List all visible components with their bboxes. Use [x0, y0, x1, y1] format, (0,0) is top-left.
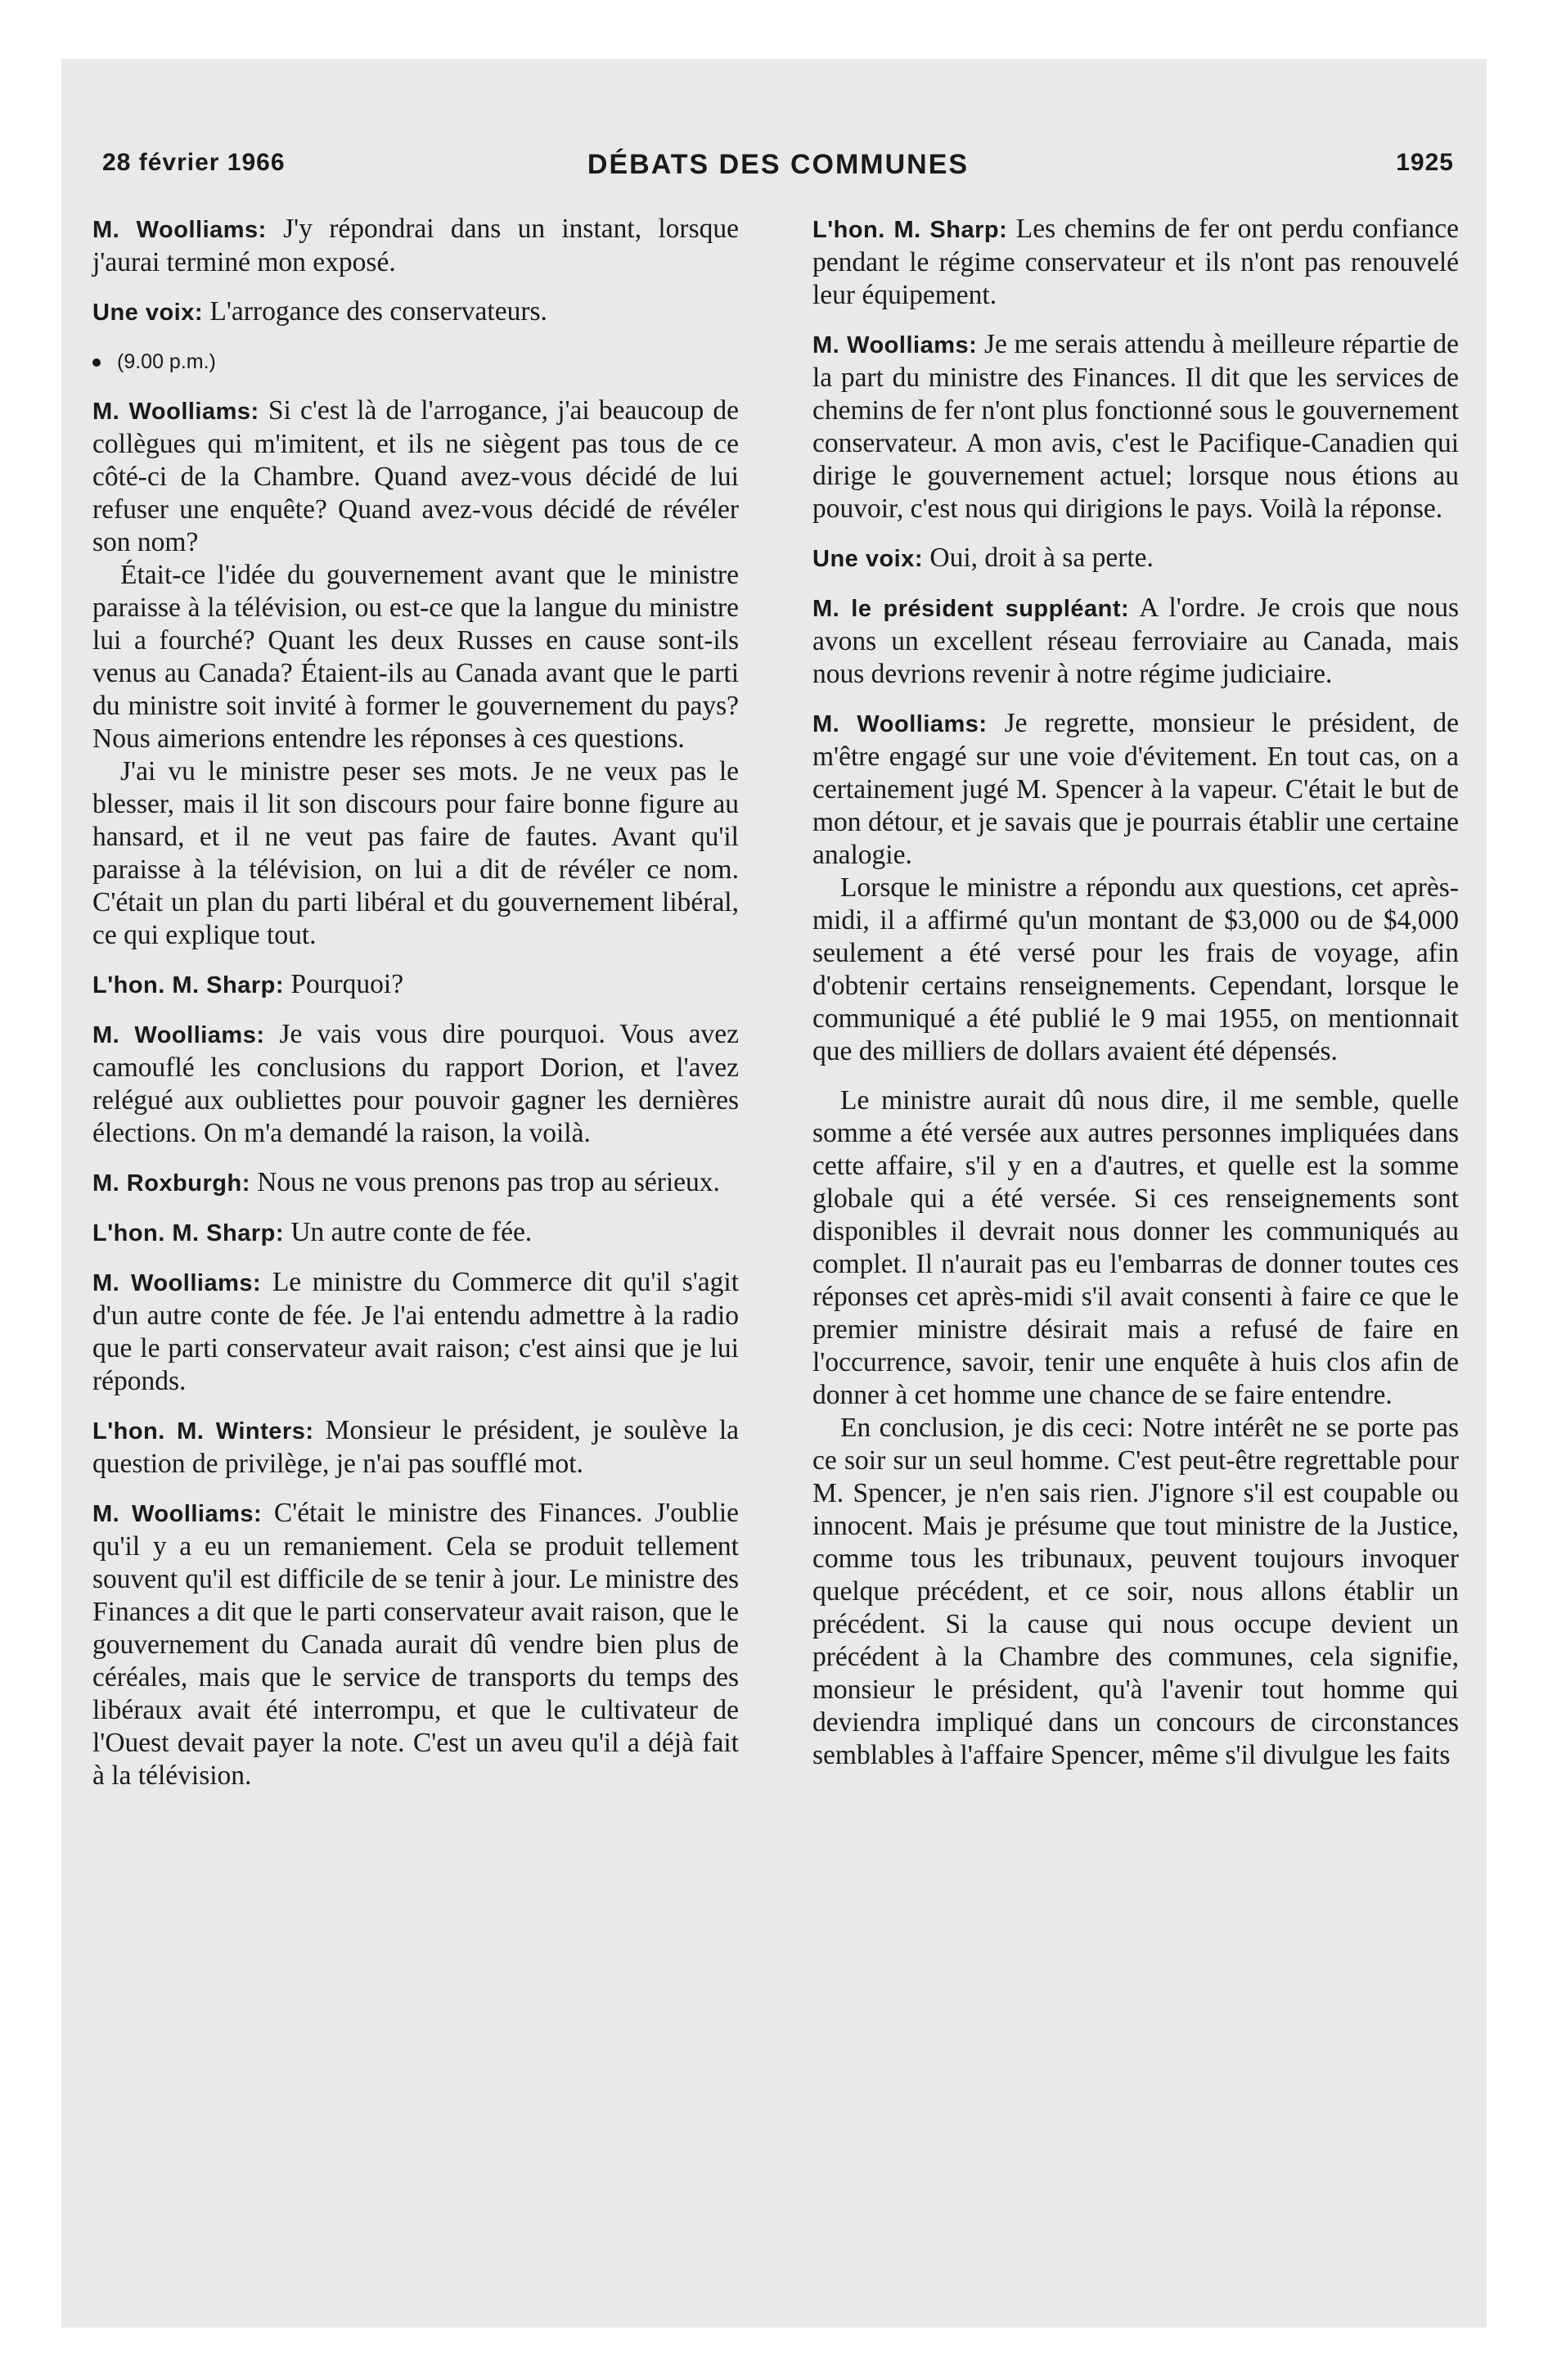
paragraph-text: L'arrogance des conservateurs. [203, 296, 547, 327]
paragraph [92, 968, 739, 1002]
speaker-name: M. Woolliams: [92, 1270, 262, 1296]
paragraph [92, 213, 739, 279]
page-header [102, 149, 1454, 190]
paragraph-text: Le ministre aurait dû nous dire, il me semble, quelle somme a été versée aux autres personnes impliquées dans cette affaire, s'il y en a d'autres, et quelle est la somme globale qui a été versée. Si ces renseignements sont disponibles il devrait nous donner les communiqués au complet. Il n'aurait pas eu l'embarras de donner toutes ces réponses cet après-midi s'il avait consenti à faire ce que le premier ministre désirait mais a refusé de faire en l'occurrence, savoir, tenir une enquête à huis clos afin de donner à cet homme une chance de se faire entendre. [812, 1085, 1459, 1410]
paragraph [92, 1414, 739, 1481]
paragraph [92, 1266, 739, 1398]
speaker-name: Une voix: [812, 546, 924, 572]
header-date: 28 février 1966 [102, 149, 286, 176]
paragraph-text: En conclusion, je dis ceci: Notre intérêt ne se porte pas ce soir sur un seul homme. C'est peut-être regrettable pour M. Spencer, je n'en sais rien. J'ignore s'il est coupable ou innocent. Mais je présume que tout ministre de la Justice, comme tous les tribunaux, peuvent toujours invoquer quelque précédent, et ce soir, nous allons établir un précédent. Si la cause qui nous occupe devient un précédent à la Chambre des communes, cela signifie, monsieur le président, qu'à l'avenir tout homme qui deviendra impliqué dans un concours de circonstances semblables à l'affaire Spencer, même s'il divulgue les faits [812, 1413, 1459, 1770]
paragraph-text: Monsieur le président, je soulève la question de privilège, je n'ai pas soufflé mot. [92, 1415, 740, 1479]
speaker-name: M. Woolliams: [92, 1501, 263, 1527]
paragraph-text: C'était le ministre des Finances. J'oublie qu'il y a eu un remaniement. Cela se produit tellement souvent qu'il est difficile de se tenir à jour. Le ministre des Finances a dit que le parti conservateur avait raison, que le gouvernement du Canada aurait dû vendre bien plus de céréales, mais que le service de transports du temps des libéraux avait été interrompu, et que le cultivateur de l'Ouest devait payer la note. C'est un aveu qu'il a déjà fait à la télévision. [92, 1498, 740, 1791]
paragraph [92, 1216, 739, 1250]
speaker-name: M. Woolliams: [812, 332, 978, 358]
paragraph-text: A l'ordre. Je crois que nous avons un excellent réseau ferroviaire au Canada, mais nous devrions revenir à notre régime judiciaire. [812, 593, 1459, 689]
speaker-name: L'hon. M. Sharp: [92, 1220, 284, 1246]
paragraph [812, 592, 1459, 691]
speaker-name: M. Woolliams: [812, 711, 988, 737]
paragraph [812, 1084, 1459, 1412]
paragraph [92, 295, 739, 329]
paragraph-text: Les chemins de fer ont perdu confiance pendant le régime conservateur et ils n'ont pas renouvelé leur équipement. [812, 214, 1459, 310]
paragraph-text: Le ministre du Commerce dit qu'il s'agit d'un autre conte de fée. Je l'ai entendu admettre à la radio que le parti conservateur avait raison; c'est ainsi que je lui réponds. [92, 1267, 740, 1396]
paragraph-text: Je vais vous dire pourquoi. Vous avez camouflé les conclusions du rapport Dorion, et l'avez relégué aux oubliettes pour pouvoir gagner les dernières élections. On m'a demandé la raison, la voilà. [92, 1019, 739, 1148]
paragraph [812, 707, 1459, 872]
header-title: DÉBATS DES COMMUNES [587, 149, 970, 180]
paragraph-text: Lorsque le ministre a répondu aux questions, cet après-midi, il a affirmé qu'un montant de $3,000 ou de $4,000 seulement a été versé pour les frais de voyage, afin d'obtenir certains renseignements. Cependant, lorsque le communiqué a été publié le 9 mai 1955, on mentionnait que des milliers de dollars avaient été dépensés. [812, 872, 1459, 1066]
right-column [812, 213, 1459, 1788]
header-page-number: 1925 [1396, 149, 1454, 176]
speaker-name: M. Roxburgh: [92, 1170, 250, 1197]
paragraph [812, 542, 1459, 575]
paragraph [92, 394, 739, 559]
paragraph-text: Oui, droit à sa perte. [923, 543, 1154, 573]
paragraph-text: Nous ne vous prenons pas trop au sérieux. [250, 1167, 720, 1197]
paragraph [812, 213, 1459, 312]
speaker-name: Une voix: [92, 300, 204, 326]
paragraph [92, 559, 739, 755]
paragraph [92, 1497, 739, 1792]
paragraph [812, 872, 1459, 1068]
paragraph [812, 328, 1459, 525]
paragraph [92, 1018, 739, 1150]
paragraph-text: J'ai vu le ministre peser ses mots. Je ne veux pas le blesser, mais il lit son discours pour faire bonne figure au hansard, et il ne veut pas faire de fautes. Avant qu'il paraisse à la télévision, on lui a dit de révéler ce nom. C'était un plan du parti libéral et du gouvernement libéral, ce qui explique tout. [92, 756, 739, 950]
speaker-name: L'hon. M. Sharp: [92, 972, 284, 998]
bullet-icon [92, 358, 101, 367]
speaker-name: M. Woolliams: [92, 399, 259, 425]
speaker-name: M. le président suppléant: [812, 596, 1130, 622]
paragraph [92, 755, 739, 952]
paragraph-text: Était-ce l'idée du gouvernement avant que le ministre paraisse à la télévision, ou est-ce que la langue du ministre lui a fourché? Quant les deux Russes en cause sont-ils venus au Canada? Étaient-ils au Canada avant que le parti du ministre soit invité à former le gouvernement du pays? Nous aimerions entendre les réponses à ces questions. [92, 560, 739, 754]
paragraph-text: Si c'est là de l'arrogance, j'ai beaucoup de collègues qui m'imitent, et ils ne siègent pas tous de ce côté-ci de la Chambre. Quand avez-vous décidé de lui refuser une enquête? Quand avez-vous décidé de révéler son nom? [92, 395, 739, 557]
speaker-name: L'hon. M. Winters: [92, 1418, 314, 1445]
paragraph-text: Je me serais attendu à meilleure répartie de la part du ministre des Finances. Il dit que les services de chemins de fer n'ont plus fonctionné sous le gouvernement conservateur. A mon avis, c'est le Pacifique-Canadien qui dirige le gouvernement actuel; lorsque nous étions au pouvoir, c'est nous qui dirigions le pays. Voilà la réponse. [812, 329, 1459, 524]
speaker-name: M. Woolliams: [92, 1022, 265, 1048]
paragraph-text: Un autre conte de fée. [283, 1217, 533, 1247]
paragraph-text: J'y répondrai dans un instant, lorsque j'aurai terminé mon exposé. [92, 214, 739, 277]
paragraph [812, 1412, 1459, 1772]
left-column [92, 213, 739, 1809]
paragraph-text: Je regrette, monsieur le président, de m'être engagé sur une voie d'évitement. En tout cas, on a certainement jugé M. Spencer à la vapeur. C'était le but de mon détour, et je savais que je pourrais établir une certaine analogie. [812, 708, 1459, 870]
speaker-name: M. Woolliams: [92, 217, 267, 243]
paragraph-text: Pourquoi? [283, 969, 404, 999]
speaker-name: L'hon. M. Sharp: [812, 217, 1008, 243]
time-text: (9.00 p.m.) [117, 350, 216, 373]
paragraph [92, 1166, 739, 1200]
document-page [61, 59, 1487, 2328]
time-marker [92, 345, 739, 378]
